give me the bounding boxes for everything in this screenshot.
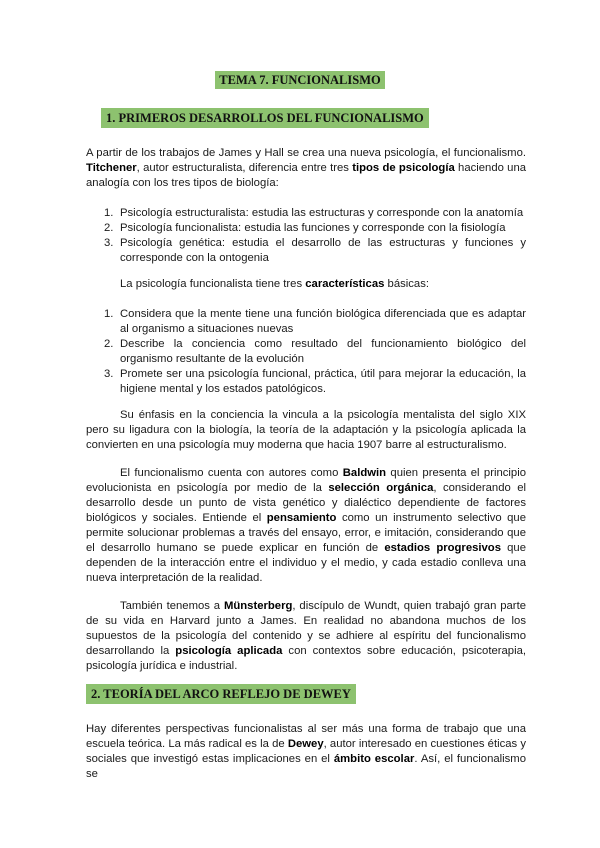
paragraph-baldwin: El funcionalismo cuenta con autores como Baldwin quien presenta el principio evolucionista en psicología por medio de la selección orgánica, considerando el desarrollo desde un punto de vista genético y dialéctico dependiente de factores biológicos y sociales. Entiende el pensamiento como un instrumento selectivo que permite solucionar problemas a través del ensayo, error, e imitación, considerando que el desarrollo humano se puede explicar en función de estadios progresivos que dependen de la interacción entre el individuo y el medio, y cada estadio conlleva una nueva interpretación de la realidad. xyxy=(86,467,527,584)
paragraph-dewey: Hay diferentes perspectivas funcionalistas al ser más una forma de trabajo que una escuela teórica. La más radical es la de Dewey, autor interesado en cuestiones éticas y sociales que investigó estas implicaciones en el ámbito escolar. Así, el funcionalismo se xyxy=(86,723,526,780)
list-item: 1. Psicología estructuralista: estudia las estructuras y corresponde con la anatomía xyxy=(104,207,524,219)
list-item: 2. Describe la conciencia como resultado del funcionamiento biológico del organismo resultante de la evolución xyxy=(104,338,526,365)
list-item: 3. Psicología genética: estudia el desarrollo de las estructuras y funciones y corresponde con la ontogenia xyxy=(104,237,526,264)
paragraph-emphasis: Su énfasis en la conciencia la vincula a la psicología mentalista del siglo XIX pero su ligadura con la biología, la teoría de la adaptación y la psicología aplicada la convierten en una psicología muy moderna que hacia 1907 barre al estructuralismo. xyxy=(86,409,526,451)
document-title: TEMA 7. FUNCIONALISMO xyxy=(0,73,600,88)
paragraph-munsterberg: También tenemos a Münsterberg, discípulo de Wundt, quien trabajó gran parte de su vida en Harvard junto a James. En realidad no abandona muchos de los supuestos de la psicología del contenido y se adhiere al espíritu del funcionalismo desarrollando la psicología aplicada con contextos sobre educación, psicoterapia, psicología jurídica e industrial. xyxy=(86,600,527,672)
characteristics-list xyxy=(86,307,526,397)
list-item: 3. Promete ser una psicología funcional, práctica, útil para mejorar la educación, la higiene mental y los estados patológicos. xyxy=(104,368,526,395)
paragraph-intro: A partir de los trabajos de James y Hall se crea una nueva psicología, el funcionalismo. Titchener, autor estructuralista, diferencia entre tres tipos de psicología haciendo una analogía con los tres tipos de biología: xyxy=(86,147,527,189)
paragraph-characteristics: La psicología funcionalista tiene tres características básicas: xyxy=(120,278,429,290)
section-heading-2: 2. TEORÍA DEL ARCO REFLEJO DE DEWEY xyxy=(86,687,356,702)
list-item: 2. Psicología funcionalista: estudia las funciones y corresponde con la fisiología xyxy=(104,222,506,234)
list-item: 1. Considera que la mente tiene una función biológica diferenciada que es adaptar al organismo a situaciones nuevas xyxy=(104,308,526,335)
section-heading-1: 1. PRIMEROS DESARROLLOS DEL FUNCIONALISMO xyxy=(101,111,429,126)
psychology-types-list xyxy=(86,206,526,266)
